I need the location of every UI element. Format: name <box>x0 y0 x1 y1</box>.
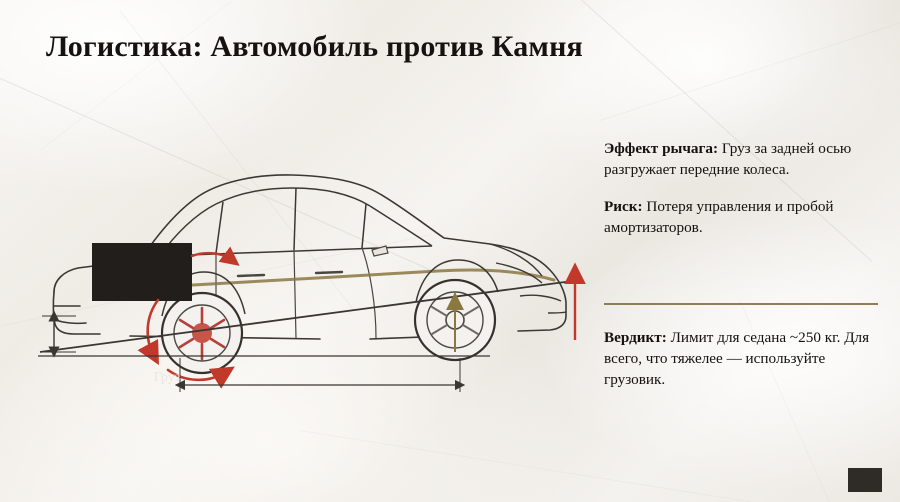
rear-wheel <box>162 293 242 373</box>
note-verdict <box>604 327 888 390</box>
cargo-block-label: Груз <box>153 370 181 385</box>
note-risk <box>604 196 880 238</box>
marble-vein <box>600 15 900 121</box>
note-verdict-label: Вердикт: <box>604 329 667 346</box>
note-risk-label: Риск: <box>604 198 643 215</box>
verdict-panel <box>604 327 888 406</box>
note-leverage <box>604 138 880 180</box>
cargo-block <box>92 243 192 301</box>
note-leverage-text: Груз за задней осью разгружает передние колеса. <box>604 140 852 178</box>
marble-vein <box>300 430 814 502</box>
sedan-diagram-svg <box>20 120 620 440</box>
panel-divider <box>604 303 878 305</box>
car-windows <box>152 186 432 258</box>
note-risk-text: Потеря управления и пробой амортизаторов. <box>604 198 834 236</box>
page-title: Логистика: Автомобиль против Камня <box>46 30 583 63</box>
note-leverage-label: Эффект рычага: <box>604 140 719 157</box>
note-verdict-text: Лимит для седана ~250 кг. Для всего, что тяжелее — используйте грузовик. <box>604 329 870 388</box>
corner-accent-square <box>848 468 882 492</box>
notes-panel <box>604 138 880 254</box>
front-wheel <box>415 260 498 360</box>
illustration-container <box>20 120 620 440</box>
